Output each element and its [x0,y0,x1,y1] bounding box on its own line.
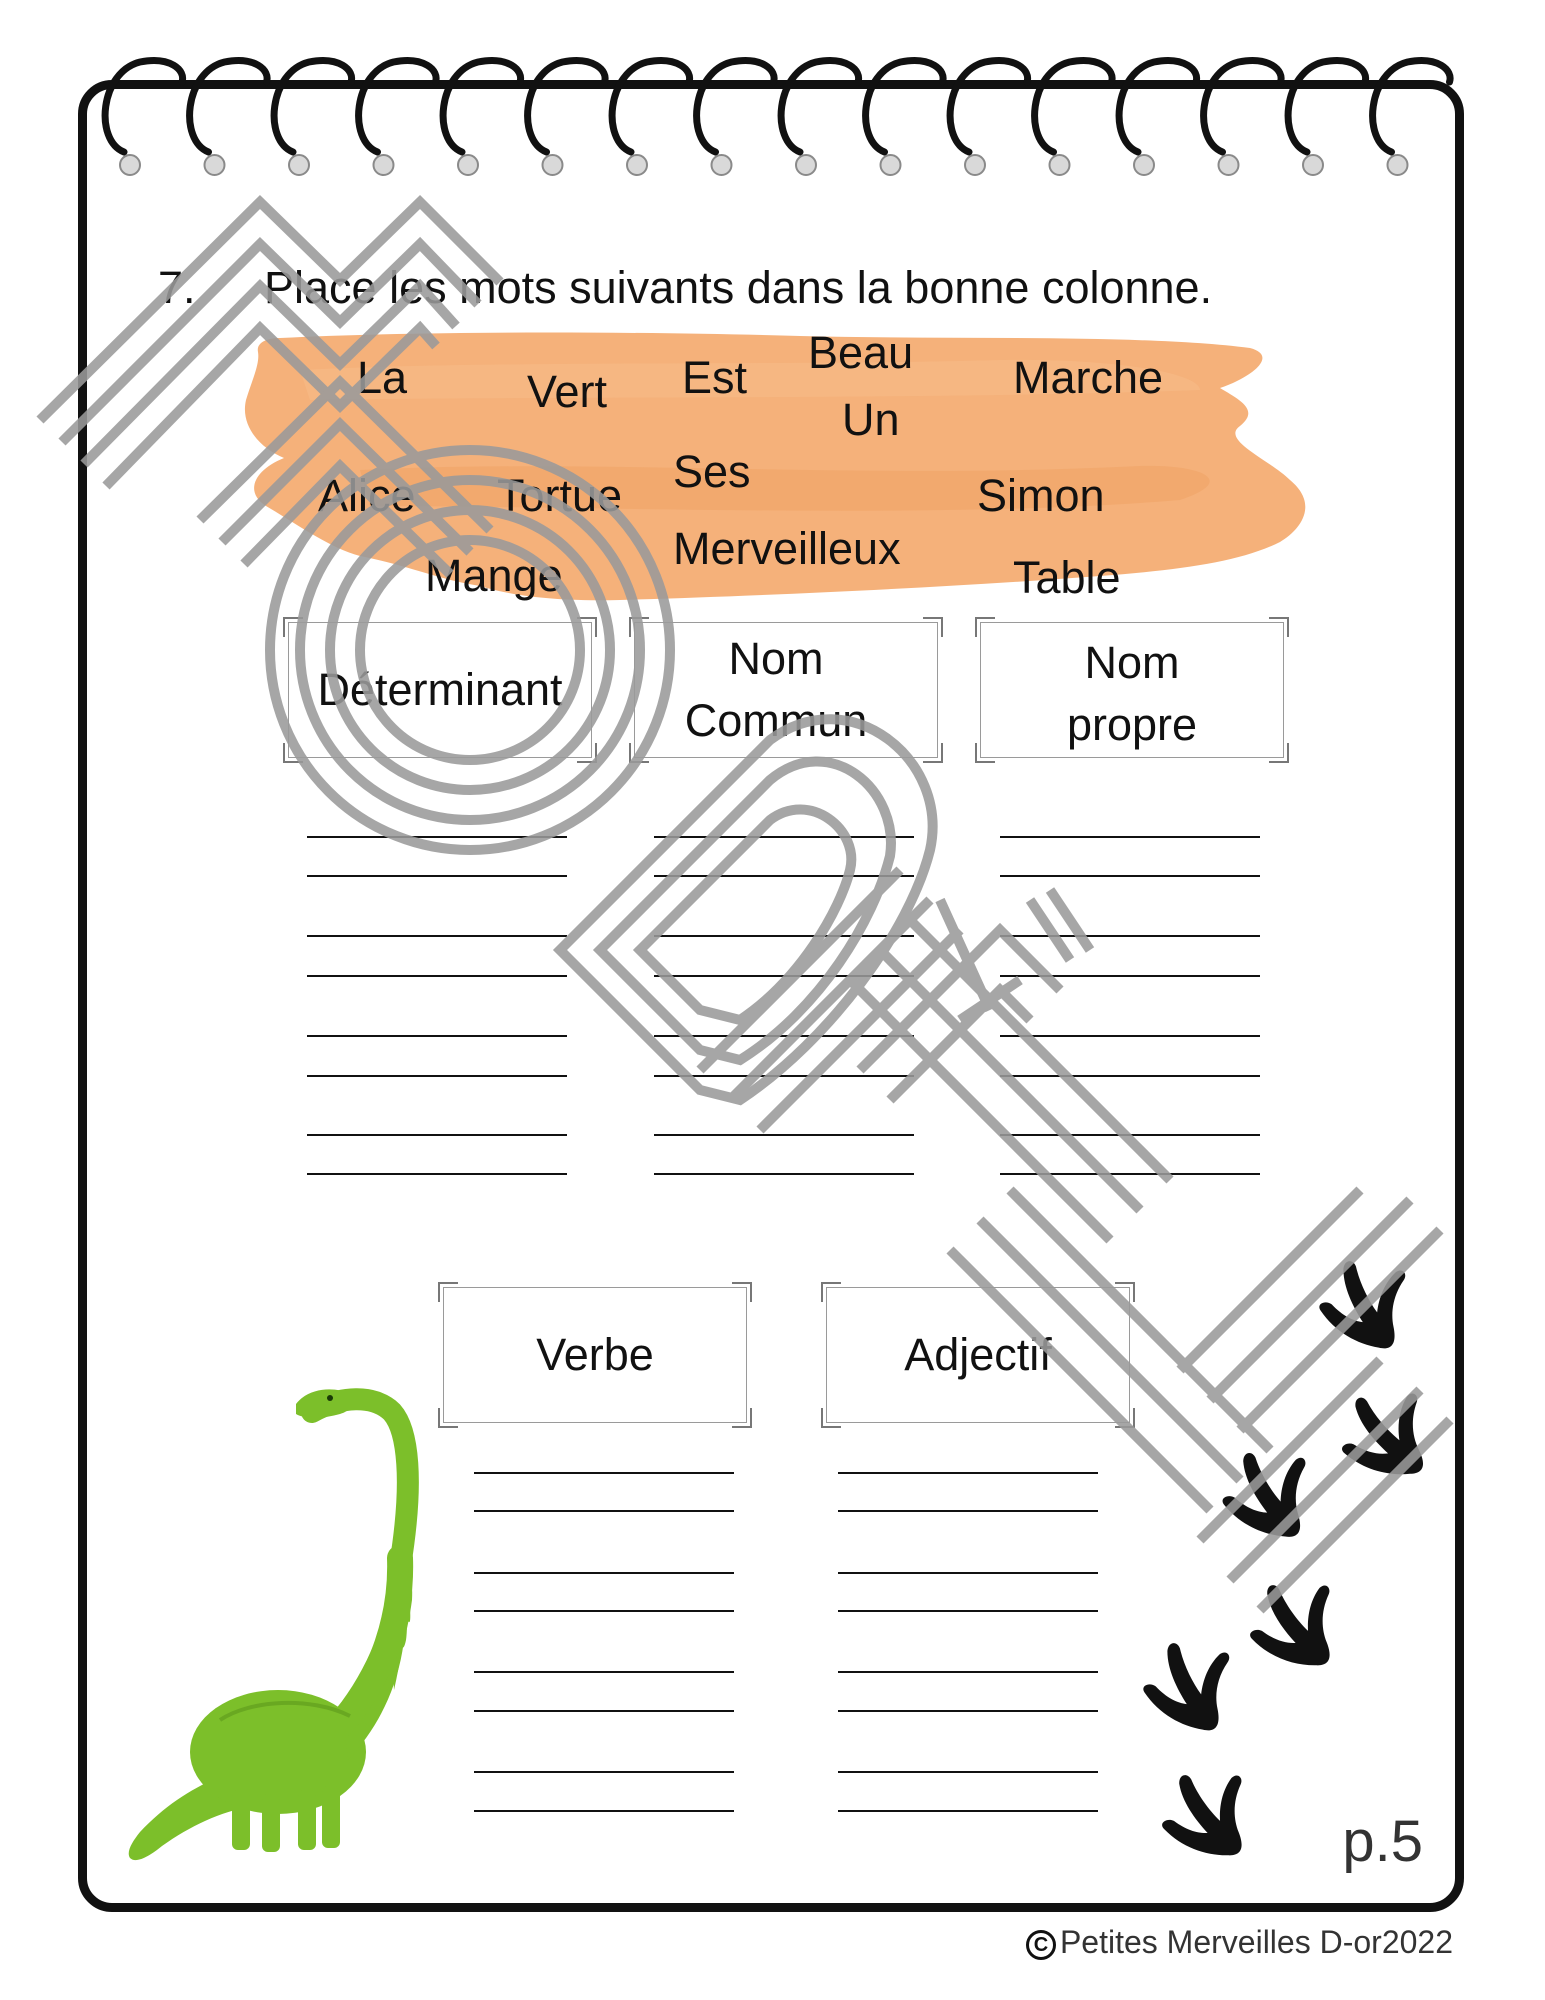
category-nom-commun-label-1: Nom [728,633,824,684]
instruction-text: Place les mots suivants dans la bonne colonne. [264,262,1213,313]
category-verbe-label: Verbe [536,1329,654,1380]
category-nom-propre-label-1: Nom [1084,637,1180,688]
category-nom-commun-label-2: Commun [684,695,868,746]
copyright-icon: C [1026,1930,1056,1960]
word-merveilleux: Merveilleux [673,523,901,574]
question-number: 7. [158,262,196,313]
copyright-notice [1026,1924,1453,1961]
word-mange: Mange [425,550,563,601]
word-marche: Marche [1013,352,1164,403]
category-determinant-label: Déterminant [317,664,563,715]
category-nom-propre-label-2: propre [1066,699,1198,750]
category-adjectif-label: Adjectif [904,1329,1052,1380]
word-ses: Ses [673,446,751,497]
word-la: La [357,352,408,403]
word-tortue: Tortue [497,470,623,521]
word-beau: Beau [808,327,914,378]
page-number: p.5 [1342,1809,1423,1874]
word-table: Table [1013,552,1121,603]
copyright-text: Petites Merveilles D-or2022 [1059,1924,1453,1960]
word-est: Est [682,352,748,403]
word-simon: Simon [977,470,1105,521]
word-vert: Vert [527,366,608,417]
word-alice: Alice [318,470,416,521]
word-un: Un [842,394,900,445]
